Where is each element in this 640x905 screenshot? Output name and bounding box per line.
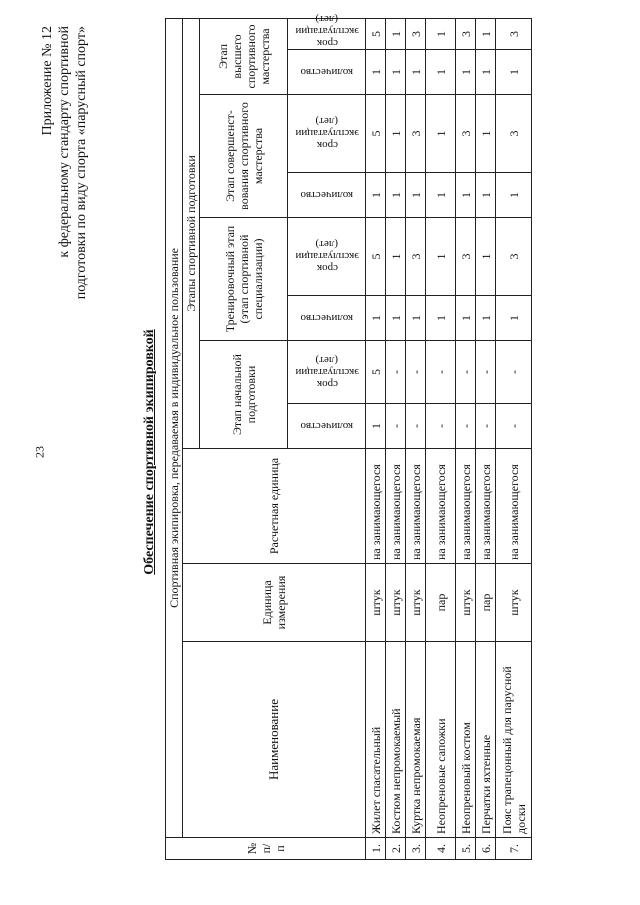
row-value: 1 [476,218,496,296]
row-unit: пар [426,564,456,642]
header-term-4: срок эксплуатации (лет) [288,18,366,49]
row-calc-unit: на занимающегося [456,449,476,564]
row-value: 1 [496,173,532,218]
row-value: 1 [386,218,406,296]
row-value: - [426,341,456,404]
row-value: 1 [366,404,386,449]
header-qty-3: количество [288,173,366,218]
table-row [426,18,456,859]
row-value: 1 [426,296,456,341]
row-number: 5. [456,838,476,860]
row-calc-unit: на занимающегося [496,449,532,564]
row-name: Пояс трапецонный для парусной доски [496,642,532,838]
row-value: 5 [366,218,386,296]
row-unit: пар [476,564,496,642]
page-number: 23 [32,446,47,458]
row-value: 3 [406,95,426,173]
row-value: 1 [476,95,496,173]
row-value: 1 [476,296,496,341]
row-value: - [426,404,456,449]
row-name: Неопреновый костюм [456,642,476,838]
row-calc-unit: на занимающегося [426,449,456,564]
row-value: 3 [456,218,476,296]
row-value: 1 [406,50,426,95]
row-number: 3. [406,838,426,860]
header-qty-1: количество [288,404,366,449]
row-value: 1 [406,296,426,341]
row-value: 1 [366,173,386,218]
row-unit: штук [496,564,532,642]
table-row [406,18,426,859]
row-value: 1 [456,50,476,95]
row-value: 1 [406,173,426,218]
row-name: Неопреновые сапожки [426,642,456,838]
annex-header [39,26,90,299]
header-term-2: срок эксплуатации (лет) [288,218,366,296]
row-value: 1 [426,218,456,296]
row-value: 1 [456,173,476,218]
row-value: 1 [496,50,532,95]
row-value: 1 [386,95,406,173]
header-number: № п/п [166,838,366,860]
row-value: 3 [456,18,476,49]
header-term-1: срок эксплуатации (лет) [288,341,366,404]
table-row [366,18,386,859]
header-term-3: срок эксплуатации (лет) [288,95,366,173]
row-number: 4. [426,838,456,860]
row-value: 1 [426,50,456,95]
table-body [366,18,532,859]
row-name: Костюм непромокаемый [386,642,406,838]
row-value: - [476,404,496,449]
row-calc-unit: на занимающегося [366,449,386,564]
table-row [476,18,496,859]
row-value: 3 [406,18,426,49]
row-value: 1 [426,173,456,218]
row-value: 1 [456,296,476,341]
row-value: - [406,404,426,449]
row-value: 1 [386,296,406,341]
row-value: 1 [476,50,496,95]
row-value: 1 [386,50,406,95]
row-value: 3 [496,218,532,296]
row-value: - [496,404,532,449]
row-value: 1 [476,18,496,49]
row-calc-unit: на занимающегося [476,449,496,564]
row-value: - [386,341,406,404]
row-value: 1 [366,296,386,341]
header-calc-unit: Расчетная единица [183,449,366,564]
row-unit: штук [366,564,386,642]
row-value: 1 [366,50,386,95]
row-unit: штук [406,564,426,642]
row-value: 5 [366,95,386,173]
row-calc-unit: на занимающегося [406,449,426,564]
annex-line-3: подготовки по виду спорта «парусный спорт» [74,26,89,300]
row-value: - [456,404,476,449]
row-value: 3 [456,95,476,173]
row-unit: штук [456,564,476,642]
table-row [386,18,406,859]
row-number: 6. [476,838,496,860]
row-value: - [476,341,496,404]
row-unit: штук [386,564,406,642]
header-name: Наименование [183,642,366,838]
row-value: 5 [366,341,386,404]
row-value: 5 [366,18,386,49]
table-row [456,18,476,859]
row-value: 1 [426,18,456,49]
row-value: 3 [496,18,532,49]
row-name: Куртка непромокаемая [406,642,426,838]
row-value: 3 [406,218,426,296]
row-number: 7. [496,838,532,860]
row-value: 1 [386,173,406,218]
row-value: 1 [496,296,532,341]
row-value: 3 [496,95,532,173]
row-calc-unit: на занимающегося [386,449,406,564]
row-value: - [406,341,426,404]
row-value: 1 [476,173,496,218]
row-number: 1. [366,838,386,860]
header-qty-2: количество [288,296,366,341]
equipment-table [165,13,532,860]
row-value: - [496,341,532,404]
header-stage-3: Этап совершенст- вования спортивного мастерства [200,95,288,218]
table-row [496,18,532,859]
row-name: Перчатки яхтенные [476,642,496,838]
header-qty-4: количество [288,50,366,95]
header-stage-1: Этап начальной подготовки [200,341,288,449]
annex-line-2: к федеральному стандарту спортивной [57,26,72,258]
header-stage-4: Этап высшего спортивного мастерства [200,18,288,94]
rotated-content [32,12,605,892]
row-value: 1 [386,18,406,49]
row-value: 1 [426,95,456,173]
row-number: 2. [386,838,406,860]
header-unit: Единица измерения [183,564,366,642]
section-title: Обеспечение спортивной экипировкой [142,329,157,575]
row-value: - [386,404,406,449]
header-stages: Этапы спортивной подготовки [183,18,200,448]
header-super: Спортивная экипировка, передаваемая в индивидуальное пользование [166,18,183,837]
annex-line-1: Приложение № 12 [40,26,55,136]
row-name: Жилет спасательный [366,642,386,838]
header-stage-2: Тренировочный этап (этап спортивной специализации) [200,218,288,341]
row-value: - [456,341,476,404]
